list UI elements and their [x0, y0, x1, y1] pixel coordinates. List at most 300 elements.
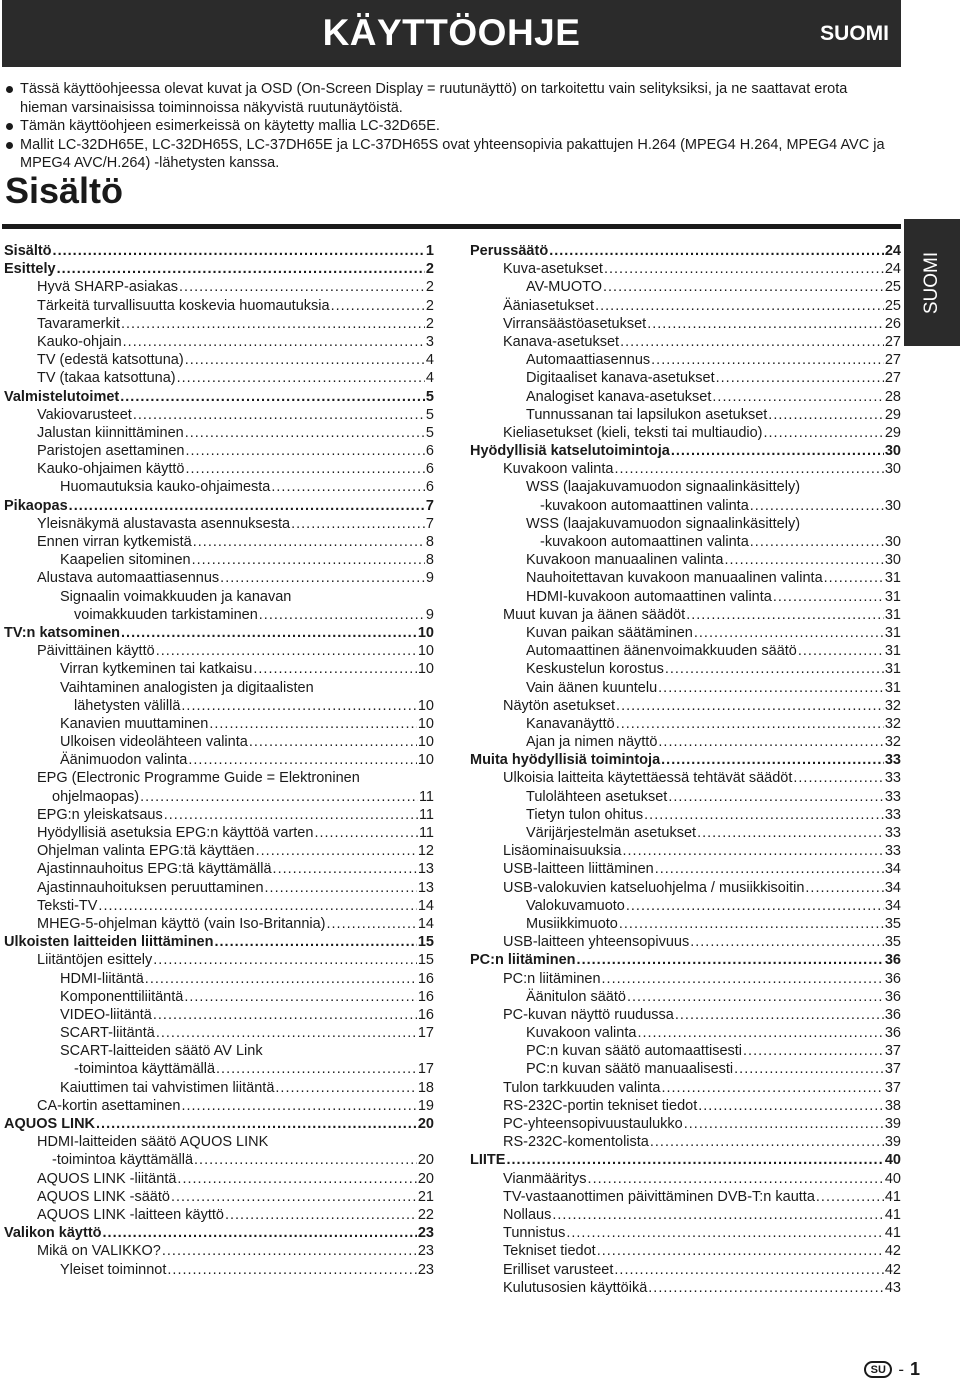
toc-leader-dots [686, 606, 884, 624]
toc-entry[interactable] [470, 460, 901, 478]
toc-entry-title: Kaapelien sitominen [60, 552, 191, 569]
toc-entry[interactable] [4, 1133, 434, 1151]
toc-entry[interactable] [470, 606, 901, 624]
toc-entry-page: 9 [425, 570, 434, 587]
toc-entry[interactable] [470, 551, 901, 569]
toc-entry[interactable] [4, 624, 434, 642]
toc-entry-page: 6 [425, 479, 434, 496]
toc-entry[interactable] [4, 697, 434, 715]
toc-entry-title: Ajastinnauhoituksen peruuttaminen [37, 879, 264, 896]
toc-entry[interactable] [4, 1042, 434, 1060]
toc-entry[interactable] [470, 915, 901, 933]
toc-entry-page: 29 [884, 424, 901, 441]
toc-entry[interactable] [470, 679, 901, 697]
toc-entry-page: 10 [417, 643, 434, 660]
toc-left-column [4, 242, 434, 1279]
toc-entry[interactable] [470, 1261, 901, 1279]
toc-entry[interactable] [470, 315, 901, 333]
toc-entry-page: 13 [417, 861, 434, 878]
toc-leader-dots [121, 624, 417, 642]
toc-entry[interactable] [4, 1206, 434, 1224]
toc-entry[interactable] [470, 1079, 901, 1097]
toc-leader-dots [181, 697, 416, 715]
toc-leader-dots [616, 697, 884, 715]
toc-leader-dots [314, 824, 418, 842]
toc-entry-page: 32 [884, 715, 901, 732]
toc-entry-title: Tulolähteen asetukset [526, 788, 668, 805]
toc-leader-dots [647, 315, 884, 333]
toc-entry[interactable] [470, 369, 901, 387]
toc-entry-page: 9 [425, 606, 434, 623]
toc-entry[interactable] [4, 751, 434, 769]
toc-entry[interactable] [470, 897, 901, 915]
toc-leader-dots [140, 788, 418, 806]
toc-entry[interactable] [4, 788, 434, 806]
toc-leader-dots [614, 460, 883, 478]
toc-leader-dots [214, 933, 416, 951]
toc-entry-page: 35 [884, 915, 901, 932]
toc-leader-dots [185, 424, 425, 442]
toc-entry[interactable] [4, 1224, 434, 1242]
toc-entry[interactable] [4, 406, 434, 424]
page-footer [864, 1359, 920, 1380]
toc-entry-page: 24 [884, 243, 901, 259]
toc-entry[interactable] [4, 1188, 434, 1206]
toc-entry[interactable] [470, 478, 901, 496]
toc-entry[interactable] [4, 733, 434, 751]
toc-entry[interactable] [4, 1079, 434, 1097]
toc-entry[interactable] [470, 624, 901, 642]
toc-leader-dots [184, 988, 417, 1006]
toc-entry-title: Nauhoitettavan kuvakoon manuaalinen valinta [526, 570, 823, 587]
toc-entry[interactable] [4, 442, 434, 460]
toc-entry[interactable] [470, 697, 901, 715]
toc-entry-page: 5 [425, 388, 434, 405]
toc-entry-page: 27 [884, 370, 901, 387]
toc-entry-page: 31 [884, 588, 901, 605]
toc-entry[interactable] [4, 1060, 434, 1078]
toc-entry[interactable] [4, 278, 434, 296]
toc-entry-title: AQUOS LINK -liitäntä [37, 1170, 177, 1187]
toc-leader-dots [273, 860, 417, 878]
toc-entry-page: 40 [884, 1152, 901, 1169]
toc-entry-page: 4 [425, 370, 434, 387]
toc-entry-page: 42 [884, 1261, 901, 1278]
toc-leader-dots [123, 333, 425, 351]
toc-entry-page: 41 [884, 1206, 901, 1223]
toc-leader-dots [637, 1024, 883, 1042]
side-tab-label: SUOMI [921, 251, 942, 314]
toc-entry-page: 23 [417, 1243, 434, 1260]
toc-entry-page: 6 [425, 443, 434, 460]
toc-leader-dots [327, 915, 417, 933]
toc-entry[interactable] [470, 788, 901, 806]
toc-leader-dots [690, 933, 884, 951]
toc-entry-page: 37 [884, 1061, 901, 1078]
toc-entry[interactable] [4, 1242, 434, 1260]
toc-entry-page: 34 [884, 861, 901, 878]
toc-leader-dots [648, 1279, 884, 1297]
toc-entry-title: Tavaramerkit [37, 315, 120, 332]
toc-entry[interactable] [470, 333, 901, 351]
toc-entry[interactable] [4, 369, 434, 387]
toc-entry-page: 31 [884, 624, 901, 641]
toc-entry-page: 7 [425, 497, 434, 514]
toc-leader-dots [793, 769, 884, 787]
toc-entry-title: TV:n katsominen [4, 624, 121, 641]
toc-entry-title: Ääniasetukset [503, 297, 595, 314]
toc-leader-dots [192, 551, 425, 569]
toc-entry-page: 30 [884, 552, 901, 569]
section-title: Sisältö [5, 170, 124, 211]
toc-entry-title: Ajan ja nimen näyttö [526, 734, 658, 751]
toc-entry-title: Värijärjestelmän asetukset [526, 825, 697, 841]
toc-entry[interactable] [4, 297, 434, 315]
toc-leader-dots [253, 660, 417, 678]
toc-entry[interactable] [4, 806, 434, 824]
section-divider [2, 224, 901, 229]
toc-entry-title: RS-232C-portin tekniset tiedot [503, 1097, 698, 1114]
toc-entry-page: 8 [425, 552, 434, 569]
toc-leader-dots [716, 369, 884, 387]
toc-leader-dots [698, 1097, 884, 1115]
toc-leader-dots [186, 442, 425, 460]
manual-title: KÄYTTÖOHJE [322, 12, 581, 53]
toc-entry[interactable] [4, 897, 434, 915]
toc-entry[interactable] [4, 424, 434, 442]
toc-leader-dots [626, 897, 884, 915]
toc-entry[interactable] [470, 970, 901, 988]
toc-entry[interactable] [470, 1188, 901, 1206]
toc-entry-title: Kaiuttimen tai vahvistimen liitäntä [60, 1079, 275, 1096]
bullet-icon [6, 123, 13, 130]
toc-entry[interactable] [470, 1060, 901, 1078]
toc-entry[interactable] [470, 1024, 901, 1042]
toc-entry-title: -toimintoa käyttämällä [74, 1061, 216, 1078]
toc-entry-page: 31 [884, 570, 901, 587]
toc-leader-dots [98, 897, 416, 915]
toc-entry[interactable] [4, 679, 434, 697]
toc-entry-page: 8 [425, 534, 434, 550]
toc-entry-title: LIITE [470, 1152, 506, 1169]
toc-leader-dots [249, 733, 417, 751]
toc-entry[interactable] [470, 1097, 901, 1115]
toc-entry[interactable] [4, 1261, 434, 1279]
toc-entry[interactable] [4, 260, 434, 278]
toc-entry[interactable] [470, 260, 901, 278]
toc-entry-page: 37 [884, 1043, 901, 1060]
toc-entry-page: 33 [884, 843, 901, 860]
toc-entry[interactable] [470, 1006, 901, 1024]
toc-entry[interactable] [4, 315, 434, 333]
toc-entry-page: 11 [418, 806, 434, 823]
toc-leader-dots [153, 1006, 417, 1024]
toc-entry[interactable] [470, 733, 901, 751]
toc-entry-page: 12 [417, 843, 434, 860]
toc-leader-dots [620, 333, 884, 351]
toc-leader-dots [53, 242, 425, 260]
toc-leader-dots [133, 406, 425, 424]
toc-entry[interactable] [4, 642, 434, 660]
toc-entry-title: Vain äänen kuuntelu [526, 679, 658, 696]
toc-entry[interactable] [4, 715, 434, 733]
toc-entry-page: 41 [884, 1225, 901, 1242]
toc-leader-dots [259, 606, 425, 624]
toc-leader-dots [103, 1224, 417, 1242]
toc-leader-dots [164, 806, 418, 824]
toc-entry-page: 25 [884, 279, 901, 296]
toc-entry-title: Sisältö [4, 243, 52, 259]
toc-leader-dots [588, 1170, 884, 1188]
toc-entry[interactable] [4, 933, 434, 951]
toc-entry[interactable] [470, 406, 901, 424]
toc-entry[interactable] [470, 642, 901, 660]
toc-entry-page: 34 [884, 879, 901, 896]
toc-entry-page: 2 [425, 261, 434, 278]
toc-entry-title: Huomautuksia kauko-ohjaimesta [60, 479, 271, 496]
toc-leader-dots [671, 442, 884, 460]
toc-entry-title: Hyödyllisiä katselutoimintoja [470, 443, 670, 460]
toc-entry[interactable] [470, 588, 901, 606]
toc-entry[interactable] [470, 1042, 901, 1060]
toc-entry[interactable] [470, 497, 901, 515]
toc-entry-title: SCART-liitäntä [60, 1025, 155, 1042]
toc-leader-dots [655, 860, 884, 878]
toc-entry[interactable] [470, 1170, 901, 1188]
toc-entry-title: Tulon tarkkuuden valinta [503, 1079, 661, 1096]
toc-entry[interactable] [470, 242, 901, 260]
toc-leader-dots [750, 533, 884, 551]
toc-entry-page: 20 [417, 1152, 434, 1169]
toc-entry-title: Vaihtaminen analogisten ja digitaalisten [60, 679, 314, 696]
language-label: SUOMI [820, 22, 889, 45]
toc-entry-title: AV-MUOTO [526, 279, 602, 296]
toc-entry-title: Kieliasetukset (kieli, teksti tai multiaudio) [503, 424, 763, 441]
toc-entry[interactable] [4, 915, 434, 933]
toc-entry[interactable] [4, 1170, 434, 1188]
toc-entry[interactable] [4, 1151, 434, 1169]
toc-entry[interactable] [470, 1115, 901, 1133]
toc-entry-title: Tunnistus [503, 1225, 566, 1242]
toc-entry[interactable] [470, 1242, 901, 1260]
toc-entry[interactable] [4, 970, 434, 988]
toc-entry-title: PC-kuvan näyttö ruudussa [503, 1006, 674, 1023]
toc-entry[interactable] [470, 388, 901, 406]
toc-entry[interactable] [4, 460, 434, 478]
toc-entry[interactable] [470, 351, 901, 369]
toc-entry-page: 26 [884, 315, 901, 332]
toc-entry[interactable] [4, 1097, 434, 1115]
toc-entry-page: 37 [884, 1079, 901, 1096]
toc-leader-dots [549, 242, 884, 260]
toc-entry[interactable] [470, 533, 901, 551]
toc-entry[interactable] [4, 860, 434, 878]
toc-entry-page: 35 [884, 934, 901, 951]
toc-entry-title: Näytön asetukset [503, 697, 616, 714]
toc-leader-dots [156, 1024, 417, 1042]
toc-entry-title: Ulkoisia laitteita käytettäessä tehtävät säädöt [503, 770, 793, 787]
toc-entry-page: 2 [425, 315, 434, 332]
toc-entry-page: 32 [884, 697, 901, 714]
toc-entry[interactable] [470, 860, 901, 878]
toc-entry[interactable] [470, 715, 901, 733]
toc-leader-dots [186, 460, 425, 478]
toc-entry-title: Tunnussanan tai lapsilukon asetukset [526, 406, 768, 423]
toc-entry-page: 40 [884, 1170, 901, 1187]
toc-leader-dots [665, 660, 884, 678]
toc-entry[interactable] [4, 533, 434, 551]
toc-entry[interactable] [470, 769, 901, 787]
toc-entry[interactable] [470, 1133, 901, 1151]
toc-entry[interactable] [470, 569, 901, 587]
toc-entry-title: Analogiset kanava-asetukset [526, 388, 712, 405]
toc-entry[interactable] [470, 1279, 901, 1297]
toc-entry-page: 31 [884, 679, 901, 696]
toc-entry[interactable] [4, 951, 434, 969]
toc-entry[interactable] [4, 1024, 434, 1042]
toc-entry-page: 31 [884, 643, 901, 660]
toc-leader-dots [602, 970, 884, 988]
toc-entry-page: 33 [884, 806, 901, 823]
toc-entry-page: 20 [417, 1170, 434, 1187]
toc-entry[interactable] [4, 1115, 434, 1133]
toc-leader-dots [644, 806, 884, 824]
page-number: 1 [909, 1359, 920, 1379]
toc-leader-dots [552, 1206, 884, 1224]
toc-leader-dots [156, 642, 417, 660]
toc-entry-page: 33 [884, 770, 901, 787]
toc-entry[interactable] [4, 769, 434, 787]
toc-leader-dots [177, 1170, 416, 1188]
toc-entry[interactable] [470, 751, 901, 769]
toc-entry-page: 11 [418, 788, 434, 805]
toc-leader-dots [120, 388, 425, 406]
toc-entry-page: 23 [417, 1225, 434, 1242]
toc-entry-page: 14 [417, 915, 434, 932]
toc-entry[interactable] [470, 278, 901, 296]
toc-entry-title: Ohjelman valinta EPG:tä käyttäen [37, 843, 255, 860]
toc-leader-dots [225, 1206, 417, 1224]
toc-entry[interactable] [470, 988, 901, 1006]
toc-entry[interactable] [470, 879, 901, 897]
toc-entry[interactable] [4, 588, 434, 606]
toc-entry[interactable] [4, 660, 434, 678]
toc-entry-page: 30 [884, 461, 901, 478]
toc-entry-title: AQUOS LINK -laitteen käyttö [37, 1206, 224, 1223]
toc-entry-page: 1 [425, 243, 434, 259]
toc-entry[interactable] [470, 515, 901, 533]
toc-leader-dots [69, 497, 425, 515]
toc-entry[interactable] [4, 569, 434, 587]
toc-entry[interactable] [4, 388, 434, 406]
toc-entry[interactable] [4, 333, 434, 351]
toc-entry-title: Automaattiasennus [526, 352, 651, 369]
toc-leader-dots [216, 1060, 417, 1078]
toc-entry-page: 27 [884, 333, 901, 350]
toc-entry[interactable] [4, 879, 434, 897]
toc-entry[interactable] [470, 1206, 901, 1224]
toc-entry-page: 3 [425, 333, 434, 350]
toc-leader-dots [816, 1188, 884, 1206]
toc-entry-title: MHEG-5-ohjelman käyttö (vain Iso-Britannia) [37, 915, 326, 932]
toc-entry-title: AQUOS LINK [4, 1116, 96, 1132]
toc-leader-dots [604, 260, 884, 278]
toc-entry-page: 24 [884, 261, 901, 278]
toc-entry-title: Mikä on VALIKKO? [37, 1243, 161, 1260]
toc-entry-title: Virransäästöasetukset [503, 315, 647, 332]
toc-entry[interactable] [4, 478, 434, 496]
toc-entry[interactable] [470, 297, 901, 315]
toc-entry[interactable] [4, 988, 434, 1006]
toc-entry[interactable] [4, 515, 434, 533]
toc-entry-title: Perussäätö [470, 243, 549, 259]
toc-entry[interactable] [4, 606, 434, 624]
toc-entry-page: 10 [417, 715, 434, 732]
toc-leader-dots [616, 715, 884, 733]
toc-entry-page: 13 [417, 879, 434, 896]
toc-entry-page: 10 [417, 697, 434, 714]
toc-entry-title: Vakiovarusteet [37, 406, 132, 423]
toc-entry[interactable] [4, 551, 434, 569]
toc-entry[interactable] [470, 842, 901, 860]
toc-entry-page: 36 [884, 988, 901, 1005]
toc-entry-title: Keskustelun korostus [526, 661, 664, 678]
toc-entry-page: 2 [425, 297, 434, 314]
toc-entry[interactable] [470, 424, 901, 442]
toc-entry[interactable] [4, 824, 434, 842]
toc-entry[interactable] [470, 660, 901, 678]
toc-leader-dots [661, 751, 884, 769]
toc-entry[interactable] [470, 442, 901, 460]
toc-entry[interactable] [4, 842, 434, 860]
toc-entry-title: Kanavanäyttö [526, 715, 615, 732]
toc-entry[interactable] [4, 1006, 434, 1024]
toc-entry[interactable] [4, 497, 434, 515]
toc-leader-dots [271, 478, 425, 496]
toc-leader-dots [798, 642, 884, 660]
toc-entry[interactable] [4, 242, 434, 260]
toc-leader-dots [614, 1261, 883, 1279]
toc-entry-page: 5 [425, 424, 434, 441]
toc-entry-title: Muut kuvan ja äänen säädöt [503, 606, 686, 623]
toc-leader-dots [145, 970, 417, 988]
toc-entry-title: USB-laitteen liittäminen [503, 861, 654, 878]
toc-entry-page: 10 [417, 734, 434, 751]
toc-entry[interactable] [470, 933, 901, 951]
toc-leader-dots [658, 679, 884, 697]
toc-entry-page: 31 [884, 661, 901, 678]
toc-entry[interactable] [4, 351, 434, 369]
toc-entry-title: Pikaopas [4, 497, 68, 514]
toc-entry[interactable] [470, 951, 901, 969]
toc-entry-title: Muita hyödyllisiä toimintoja [470, 752, 661, 769]
toc-entry[interactable] [470, 1224, 901, 1242]
toc-leader-dots [712, 388, 883, 406]
toc-leader-dots [185, 351, 425, 369]
toc-leader-dots [171, 1188, 417, 1206]
toc-entry-page: 17 [417, 1061, 434, 1078]
toc-entry-page: 15 [417, 952, 434, 969]
bullet-icon [6, 142, 13, 149]
toc-entry-title: Äänimuodon valinta [60, 752, 188, 769]
toc-entry[interactable] [470, 806, 901, 824]
toc-entry[interactable] [470, 1151, 901, 1169]
toc-entry-page: 6 [425, 461, 434, 478]
toc-leader-dots [291, 515, 425, 533]
toc-entry[interactable] [470, 824, 901, 842]
toc-entry-page: 30 [884, 443, 901, 460]
toc-entry-title: PC-yhteensopivuustaulukko [503, 1116, 683, 1132]
